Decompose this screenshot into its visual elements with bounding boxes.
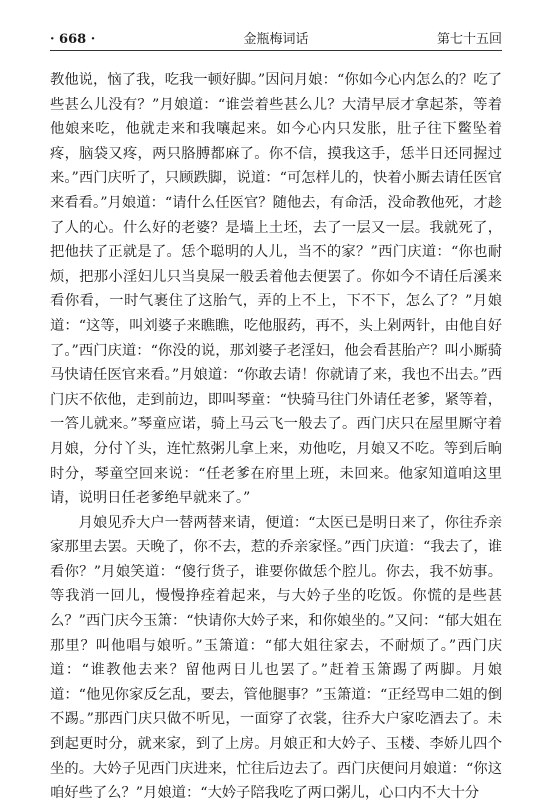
page-number: · 668 · xyxy=(50,32,96,47)
book-title: 金瓶梅词话 xyxy=(243,32,309,47)
page-body xyxy=(50,68,502,806)
paragraph-1: 教他说，恼了我，吃我一顿好脚。”因问月娘：“你如今心内怎么的？吃了些甚么儿没有？”月娘道：“谁尝着些甚么儿？大清早辰才拿起茶，等着他娘来吃，他就走来和我嚷起来。如今心内只发胀，肚子往下鳖坠着疼，脑袋又疼，两只胳膊都麻了。你不信，摸我这手，恁半日还同握过来。”西门庆听了，只顾跌脚，说道：“可怎样儿的，快着小厮去请任医官来看看。”月娘道：“请什么任医官？随他去，有命活，没命教他死，才趁了人的心。什么好的老婆？是墙上土坯，去了一层又一层。我就死了，把他扶了正就是了。恁个聪明的人儿，当不的家？”西门庆道：“你也耐烦，把那小淫妇儿只当臭屎一般丢着他去便罢了。你如今不请任后溪来看你看，一时气裹住了这胎气，弄的上不上，下不下，怎么了？”月娘道：“这等，叫刘婆子来瞧瞧，吃他服药，再不，头上剁两针，由他自好了。”西门庆道：“你没的说，那刘婆子老淫妇，他会看甚胎产？叫小厮骑马快请任医官来看。”月娘道：“你敢去请！你就请了来，我也不出去。”西门庆不依他，走到前边，即叫琴童：“快骑马往门外请任老爹，紧等着，一答儿就来。”琴童应诺，骑上马云飞一般去了。西门庆只在屋里厮守着月娘，分付丫头，连忙熬粥儿拿上来，劝他吃，月娘又不吃。等到后晌时分，琴童空回来说：“任老爹在府里上班，未回来。他家知道咱这里请，说明日任老爹绝早就来了。” xyxy=(50,72,502,507)
paragraph-2: 月娘见乔大户一替两替来请，便道：“太医已是明日来了，你往乔亲家那里去罢。天晚了，你不去，惹的乔亲家怪。”西门庆道：“我去了，谁看你？”月娘笑道：“傻行货子，谁要你做恁个腔儿。你去，我不妨事。等我消一回儿，慢慢挣痊着起来，与大妗子坐的吃饭。你慌的是些甚么？”西门庆今玉箫：“快请你大妗子来，和你娘坐的。”又问：“郁大姐在那里？叫他唱与娘听。”玉箫道：“郁大姐往家去，不耐烦了。”西门庆道：“谁教他去来？留他两日儿也罢了。”赶着玉箫踢了两脚。月娘道：“他见你家反乞乱，要去，管他腿事？”玉箫道：“正经骂申二姐的倒不踢。”那西门庆只做不听见，一面穿了衣裳，往乔大户家吃酒去了。未到起更时分，就来家，到了上房。月娘正和大妗子、玉楼、李娇儿四个坐的。大妗子见西门庆进来，忙往后边去了。西门庆便问月娘道：“你这咱好些了么？”月娘道：“大妗子陪我吃了两口粥儿，心口内不大十分 xyxy=(50,514,502,802)
chapter-title: 第七十五回 xyxy=(436,32,502,47)
page-header xyxy=(50,30,502,51)
